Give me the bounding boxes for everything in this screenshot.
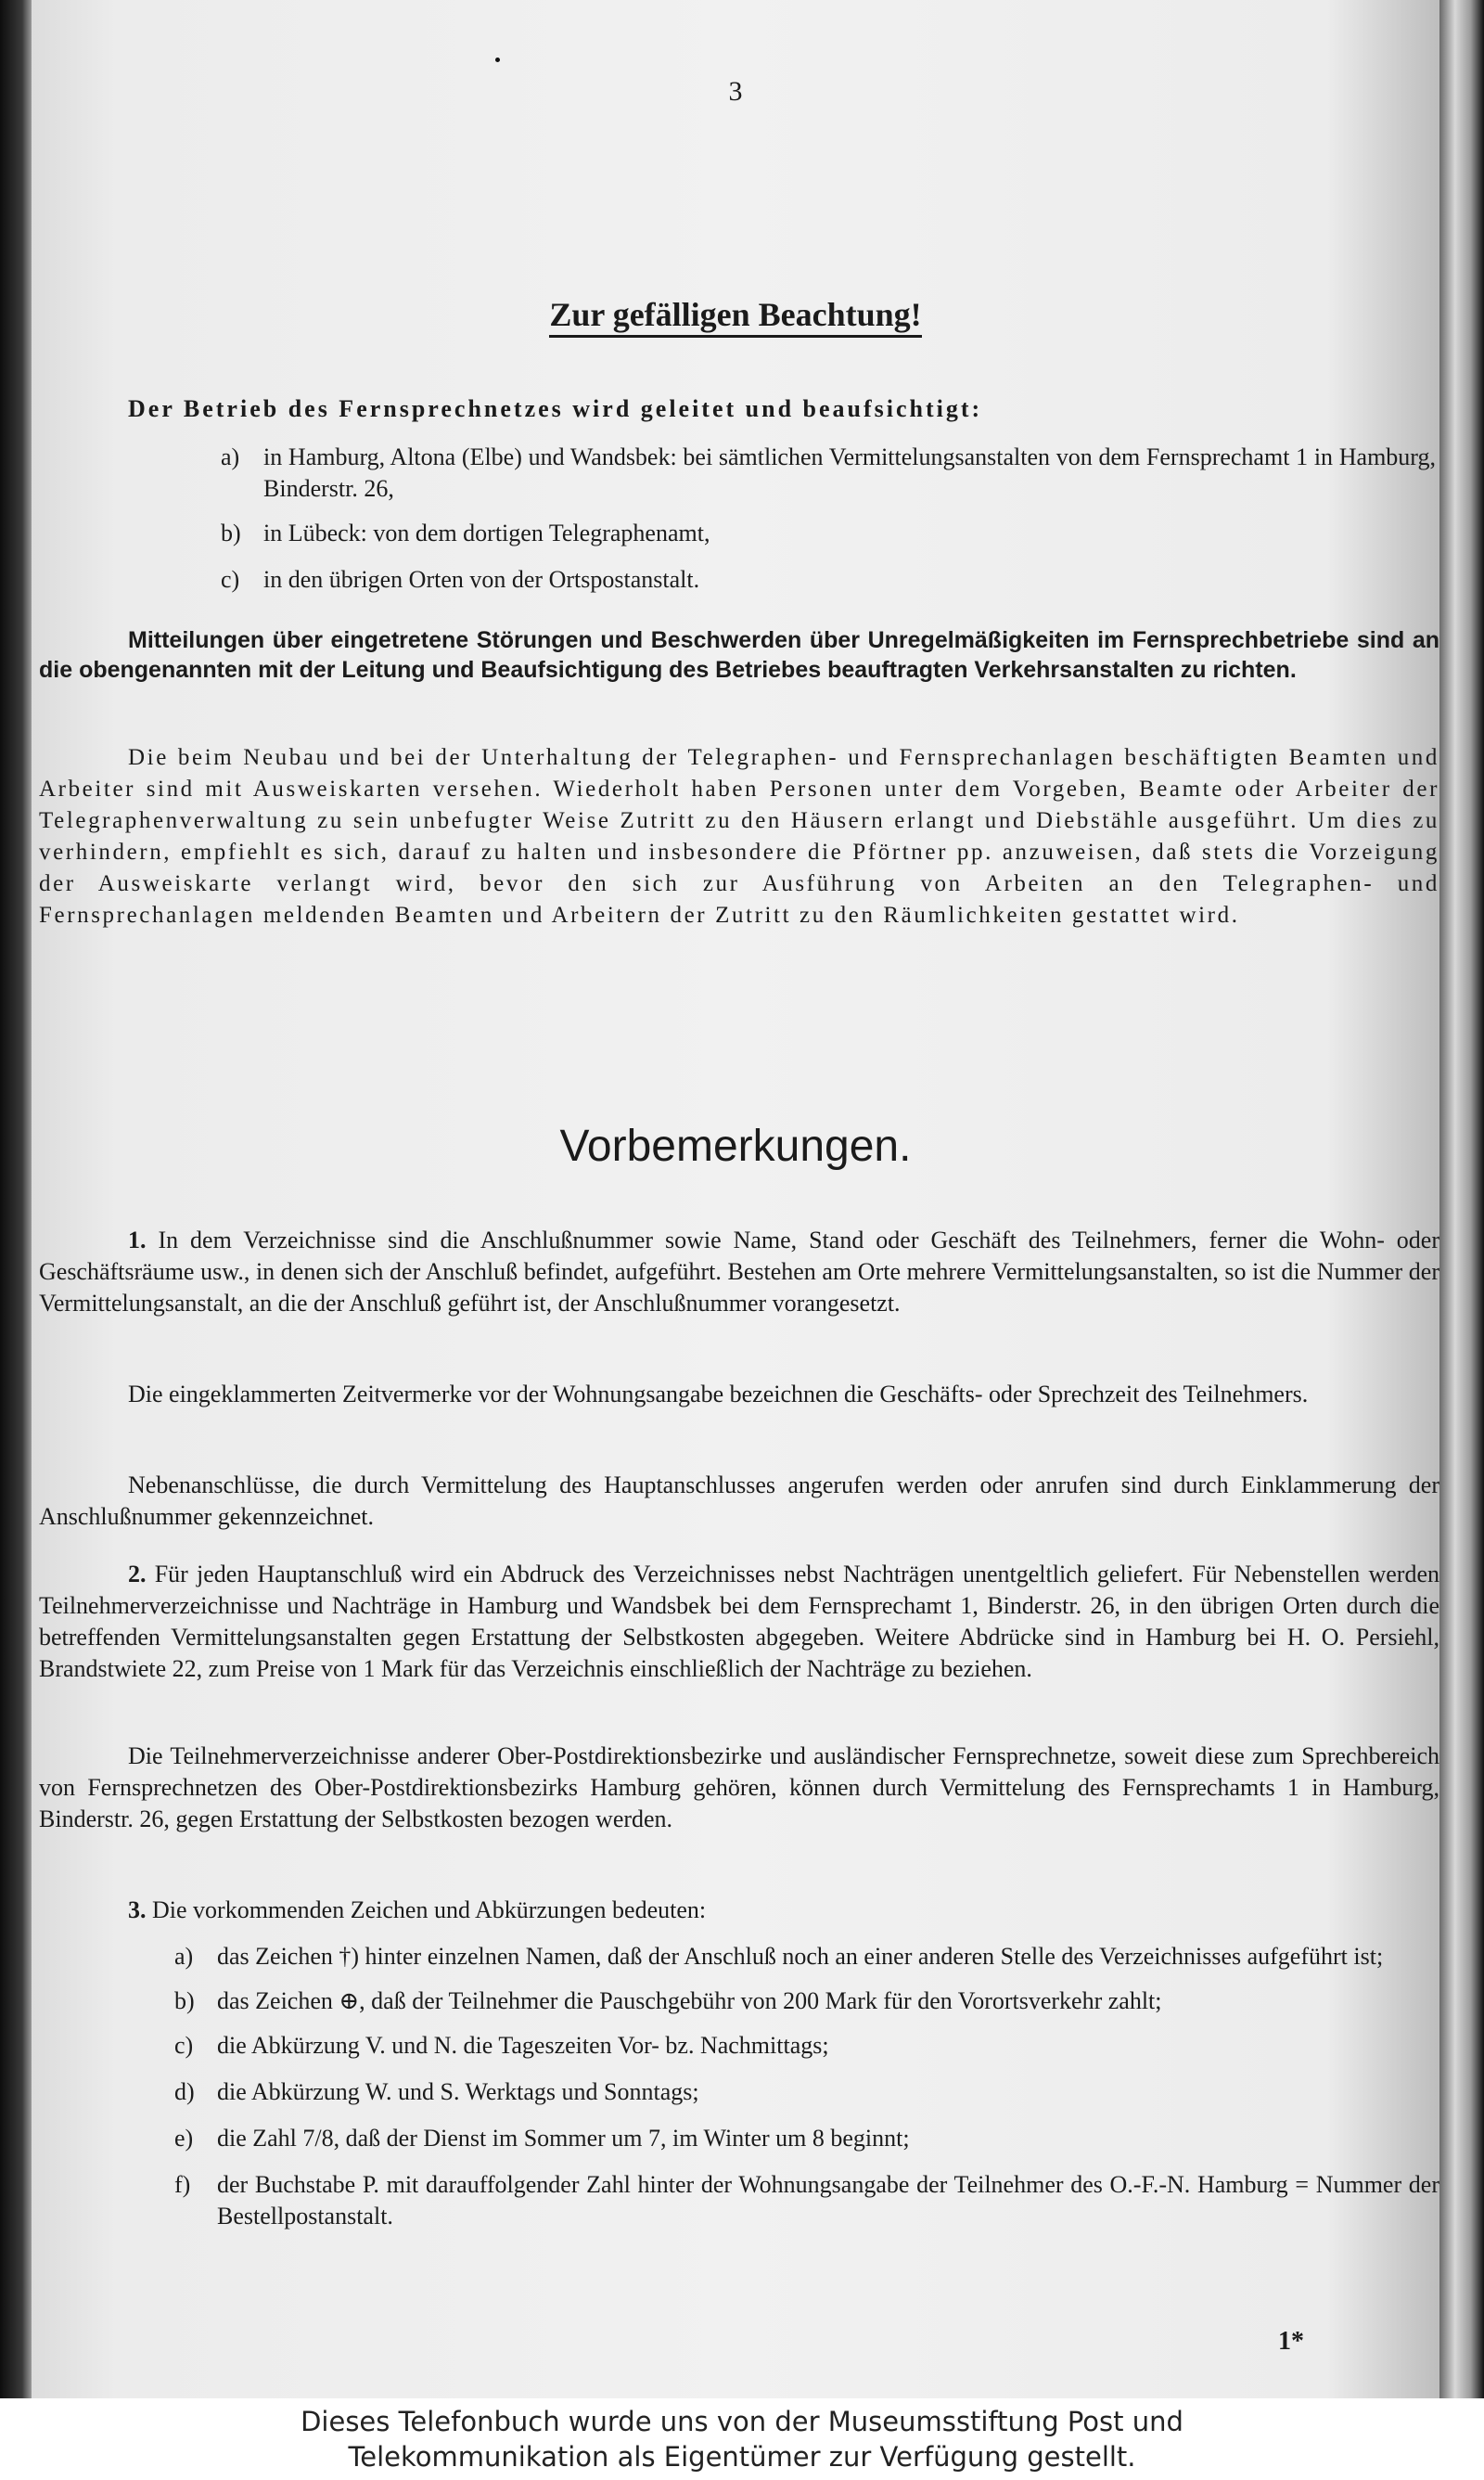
- paragraph-3-intro: [128, 1895, 1436, 1926]
- paragraph-3-text: Die vorkommenden Zeichen und Abkürzungen bedeuten:: [152, 1896, 707, 1923]
- symbol-item-text: das Zeichen †) hinter einzelnen Namen, daß der Anschluß noch an einer anderen Stelle des Verzeichnisses aufgeführt ist;: [217, 1943, 1384, 1970]
- symbol-item-label: e): [174, 2125, 194, 2152]
- operation-item-a: [221, 442, 1436, 505]
- paragraph-1: [39, 1225, 1439, 1319]
- operation-item-label: a): [221, 443, 240, 470]
- archive-caption: [0, 2398, 1484, 2480]
- caption-line-1: Dieses Telefonbuch wurde uns von der Museumsstiftung Post und: [301, 2406, 1183, 2437]
- operation-item-b: [221, 518, 1436, 549]
- paragraph-1c: Nebenanschlüsse, die durch Vermittelung des Hauptanschlusses angerufen werden oder anrufen sind durch Einklammerung der Anschlußnummer gekennzeichnet.: [39, 1471, 1439, 1530]
- operation-item-c: [221, 564, 1436, 596]
- symbol-item-label: b): [174, 1987, 195, 2014]
- paragraph-1-text: In dem Verzeichnisse sind die Anschlußnummer sowie Name, Stand oder Geschäft des Teilnehmers, ferner die Wohn- oder Geschäftsräume usw., in denen sich der Anschluß befindet, aufgeführt. Bestehen am Orte mehrere Vermittelungsanstalten, so ist die Nummer der Vermittelungsanstalt, an die der Anschluß geführt ist, der Anschlußnummer vorangesetzt.: [39, 1227, 1440, 1317]
- symbol-item-label: c): [174, 2032, 194, 2059]
- symbol-item-f: [174, 2169, 1439, 2232]
- notice-heading: [32, 295, 1439, 334]
- signature-mark: 1*: [1278, 2327, 1304, 2356]
- symbols-list: [174, 1941, 1439, 2232]
- caption-line-2: Telekommunikation als Eigentümer zur Verfügung gestellt.: [348, 2441, 1136, 2473]
- symbol-item-a: [174, 1941, 1439, 1972]
- operation-item-label: c): [221, 566, 240, 593]
- operation-item-text: in den übrigen Orten von der Ortspostanstalt.: [263, 566, 700, 593]
- symbol-item-label: f): [174, 2171, 191, 2198]
- notice-heading-text: Zur gefälligen Beachtung!: [549, 296, 921, 338]
- right-page-edge: [1439, 0, 1484, 2398]
- page-number: 3: [728, 76, 743, 107]
- symbol-item-e: [174, 2123, 1439, 2154]
- symbol-item-text: die Abkürzung V. und N. die Tageszeiten Vor- bz. Nachmittags;: [217, 2032, 829, 2059]
- operation-item-text: in Lübeck: von dem dortigen Telegraphenamt,: [263, 520, 710, 546]
- paragraph-1b: Die eingeklammerten Zeitvermerke vor der Wohnungsangabe bezeichnen die Geschäfts- oder Sprechzeit des Teilnehmers.: [128, 1381, 1309, 1407]
- symbol-item-label: a): [174, 1943, 194, 1970]
- paragraph-2b: Die Teilnehmerverzeichnisse anderer Ober-Postdirektionsbezirke und ausländischer Fernsprechnetze, soweit diese zum Sprechbereich von Fernsprechnetzen des Ober-Postdirektionsbezirks Hamburg gehören, können durch Vermittelung des Fernsprechamts 1 in Hamburg, Binderstr. 26, gegen Erstattung der Selbstkosten bezogen werden.: [39, 1742, 1439, 1832]
- symbol-item-label: d): [174, 2078, 195, 2105]
- operation-item-label: b): [221, 520, 241, 546]
- id-card-paragraph: Die beim Neubau und bei der Unterhaltung der Telegraphen- und Fernsprechanlagen beschäftigten Beamten und Arbeiter sind mit Ausweiskarten versehen. Wiederholt haben Personen unter dem Vorgeben, Beamte oder Arbeiter der Telegraphenverwaltung zu sein unbefugter Weise Zutritt zu den Häusern erlangt und Diebstähle ausgeführt. Um dies zu verhindern, empfiehlt es sich, darauf zu halten und insbesondere die Pförtner pp. anzuweisen, daß stets die Vorzeigung der Ausweiskarte verlangt wird, bevor den sich zur Ausführung von Arbeiten an den Telegraphen- und Fernsprechanlagen meldenden Beamten und Arbeitern der Zutritt zu den Räumlichkeiten gestattet wird.: [39, 745, 1439, 928]
- operation-list: [221, 442, 1436, 596]
- paragraph-3-number: 3.: [128, 1896, 147, 1923]
- speck: [495, 58, 500, 62]
- symbol-item-text: der Buchstabe P. mit darauffolgender Zahl hinter der Wohnungsangabe der Teilnehmer des O.-F.-N. Hamburg = Nummer der Bestellpostanstalt.: [217, 2171, 1439, 2229]
- paragraph-1-number: 1.: [128, 1227, 147, 1253]
- preliminary-title: Vorbemerkungen.: [559, 1122, 912, 1171]
- document-page: [32, 0, 1439, 2398]
- paragraph-2-number: 2.: [128, 1561, 147, 1587]
- symbol-item-text: die Zahl 7/8, daß der Dienst im Sommer um 7, im Winter um 8 beginnt;: [217, 2125, 910, 2152]
- left-binding-edge: [0, 0, 32, 2398]
- symbol-item-c: [174, 2030, 1439, 2062]
- paragraph-2-text: Für jeden Hauptanschluß wird ein Abdruck des Verzeichnisses nebst Nachträgen unentgeltlich geliefert. Für Nebenstellen werden Teilnehmerverzeichnisse und Nachträge in Hamburg und Wandsbek bei dem Fernsprechamt 1, Binderstr. 26, in den übrigen Orten durch die betreffenden Vermittelungsanstalten gegen Erstattung der Selbstkosten abgegeben. Weitere Abdrücke sind in Hamburg bei H. O. Persiehl, Brandstwiete 22, zum Preise von 1 Mark für das Verzeichnis einschließlich der Nachträge zu beziehen.: [39, 1561, 1439, 1682]
- symbol-item-b: [174, 1985, 1439, 2017]
- symbol-item-text: das Zeichen ⊕, daß der Teilnehmer die Pauschgebühr von 200 Mark für den Vorortsverkehr zahlt;: [217, 1987, 1162, 2014]
- complaints-paragraph: Mitteilungen über eingetretene Störungen und Beschwerden über Unregelmäßigkeiten im Fernsprechbetriebe sind an die obengenannten mit der Leitung und Beaufsichtigung des Betriebes beauftragten Verkehrsanstalten zu richten.: [39, 627, 1439, 683]
- symbol-item-d: [174, 2076, 1439, 2108]
- operation-item-text: in Hamburg, Altona (Elbe) und Wandsbek: bei sämtlichen Vermittelungsanstalten von dem Fernsprechamt 1 in Hamburg, Binderstr. 26,: [263, 443, 1436, 502]
- paragraph-2: [39, 1559, 1439, 1685]
- symbol-item-text: die Abkürzung W. und S. Werktags und Sonntags;: [217, 2078, 699, 2105]
- operation-intro: Der Betrieb des Fernsprechnetzes wird geleitet und beaufsichtigt:: [128, 395, 983, 422]
